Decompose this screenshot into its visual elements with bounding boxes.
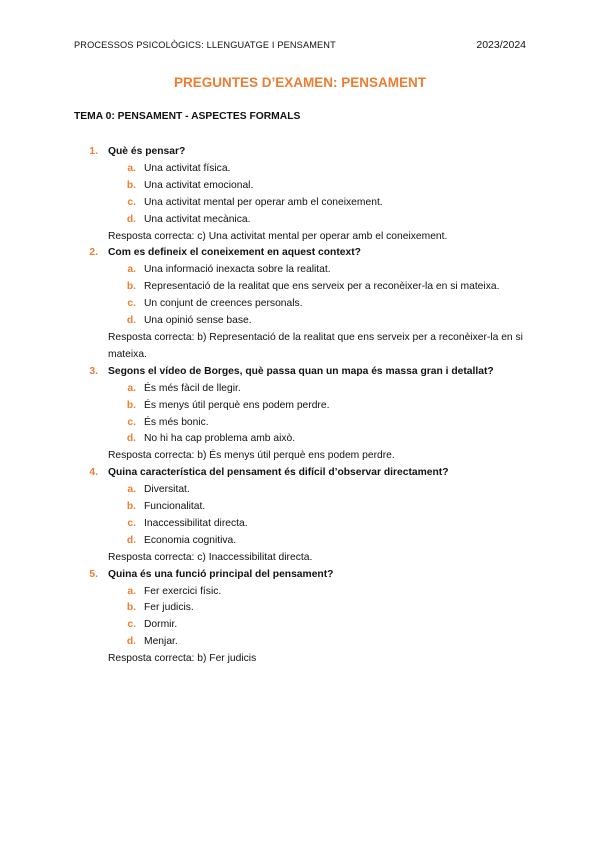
correct-answer: Resposta correcta: c) Inaccessibilitat directa. [108, 551, 313, 563]
option-c [74, 415, 534, 432]
option-text: Menjar. [144, 636, 178, 648]
option-a [74, 482, 534, 499]
correct-answer: Resposta correcta: b) És menys útil perquè ens podem perdre. [108, 450, 395, 462]
option-text: Inaccessibilitat directa. [144, 517, 248, 529]
option-a [74, 161, 534, 178]
option-letter: b. [126, 179, 136, 191]
question-heading [74, 567, 534, 584]
question-number: 2. [89, 247, 98, 259]
option-text: Fer exercici físic. [144, 585, 222, 597]
question-heading [74, 465, 534, 482]
option-text: Economia cognitiva. [144, 534, 237, 546]
correct-answer: Resposta correcta: b) Representació de la realitat que ens serveix per a reconèixer-la en si mateixa. [108, 331, 523, 360]
option-a [74, 262, 534, 279]
option-letter: c. [127, 298, 136, 310]
option-letter: a. [127, 264, 136, 276]
option-text: És menys útil perquè ens podem perdre. [144, 399, 330, 411]
option-letter: c. [127, 517, 136, 529]
question-text: Com es defineix el coneixement en aquest context? [108, 247, 361, 259]
option-d [74, 313, 534, 330]
question-text: Quina és una funció principal del pensament? [108, 568, 334, 580]
option-d [74, 634, 534, 651]
option-letter: b. [126, 281, 136, 293]
question-text: Segons el vídeo de Borges, què passa quan un mapa és massa gran i detallat? [108, 365, 494, 377]
question-5 [74, 567, 534, 668]
option-letter: c. [127, 416, 136, 428]
option-letter: d. [126, 433, 136, 445]
option-text: Un conjunt de creences personals. [144, 298, 303, 310]
option-b [74, 499, 534, 516]
option-c [74, 296, 534, 313]
option-c [74, 617, 534, 634]
option-text: Una activitat mental per operar amb el coneixement. [144, 196, 383, 208]
option-b [74, 398, 534, 415]
document-title: PREGUNTES D’EXAMEN: PENSAMENT [173, 75, 427, 90]
option-letter: a. [127, 585, 136, 597]
option-b [74, 178, 534, 195]
question-heading [74, 364, 534, 381]
option-text: Una opinió sense base. [144, 315, 252, 327]
section-title: TEMA 0: PENSAMENT - ASPECTES FORMALS [74, 111, 301, 122]
option-c [74, 516, 534, 533]
option-letter: b. [126, 501, 136, 513]
option-text: Fer judicis. [144, 602, 194, 614]
option-text: És més fàcil de llegir. [144, 382, 241, 394]
option-text: No hi ha cap problema amb això. [144, 433, 296, 445]
option-letter: c. [127, 196, 136, 208]
question-heading [74, 144, 534, 161]
question-text: Què és pensar? [108, 146, 186, 157]
option-text: Una activitat física. [144, 162, 231, 174]
option-text: Dormir. [144, 619, 178, 631]
option-letter: a. [127, 382, 136, 394]
question-2 [74, 245, 534, 363]
correct-answer: Resposta correcta: c) Una activitat mental per operar amb el coneixement. [108, 230, 448, 242]
question-number: 3. [89, 365, 98, 377]
option-text: Funcionalitat. [144, 501, 206, 513]
option-a [74, 584, 534, 601]
option-text: És més bonic. [144, 416, 209, 428]
option-letter: d. [126, 636, 136, 648]
question-4 [74, 465, 534, 566]
question-text: Quina característica del pensament és difícil d’observar directament? [108, 467, 449, 479]
academic-year: 2023/2024 [476, 39, 526, 51]
course-name: PROCESSOS PSICOLÒGICS: LLENGUATGE I PENSAMENT [74, 40, 336, 50]
question-3 [74, 364, 534, 465]
option-letter: d. [126, 315, 136, 327]
option-d [74, 431, 534, 448]
option-b [74, 279, 534, 296]
question-list [74, 144, 534, 668]
page-header [74, 38, 526, 52]
option-letter: a. [127, 484, 136, 496]
option-letter: d. [126, 213, 136, 225]
question-heading [74, 245, 534, 262]
option-d [74, 212, 534, 229]
option-c [74, 195, 534, 212]
option-text: Una activitat emocional. [144, 179, 254, 191]
option-letter: d. [126, 534, 136, 546]
question-number: 1. [89, 146, 98, 157]
option-letter: b. [126, 602, 136, 614]
option-text: Una activitat mecànica. [144, 213, 251, 225]
option-letter: c. [127, 619, 136, 631]
question-number: 4. [89, 467, 98, 479]
option-text: Representació de la realitat que ens serveix per a reconèixer-la en si mateixa. [144, 281, 500, 293]
option-text: Diversitat. [144, 484, 190, 496]
option-d [74, 533, 534, 550]
question-1 [74, 144, 534, 245]
option-letter: b. [126, 399, 136, 411]
option-a [74, 381, 534, 398]
option-letter: a. [127, 162, 136, 174]
option-b [74, 600, 534, 617]
option-text: Una informació inexacta sobre la realitat. [144, 264, 331, 276]
question-number: 5. [89, 568, 98, 580]
correct-answer: Resposta correcta: b) Fer judicis [108, 653, 257, 665]
